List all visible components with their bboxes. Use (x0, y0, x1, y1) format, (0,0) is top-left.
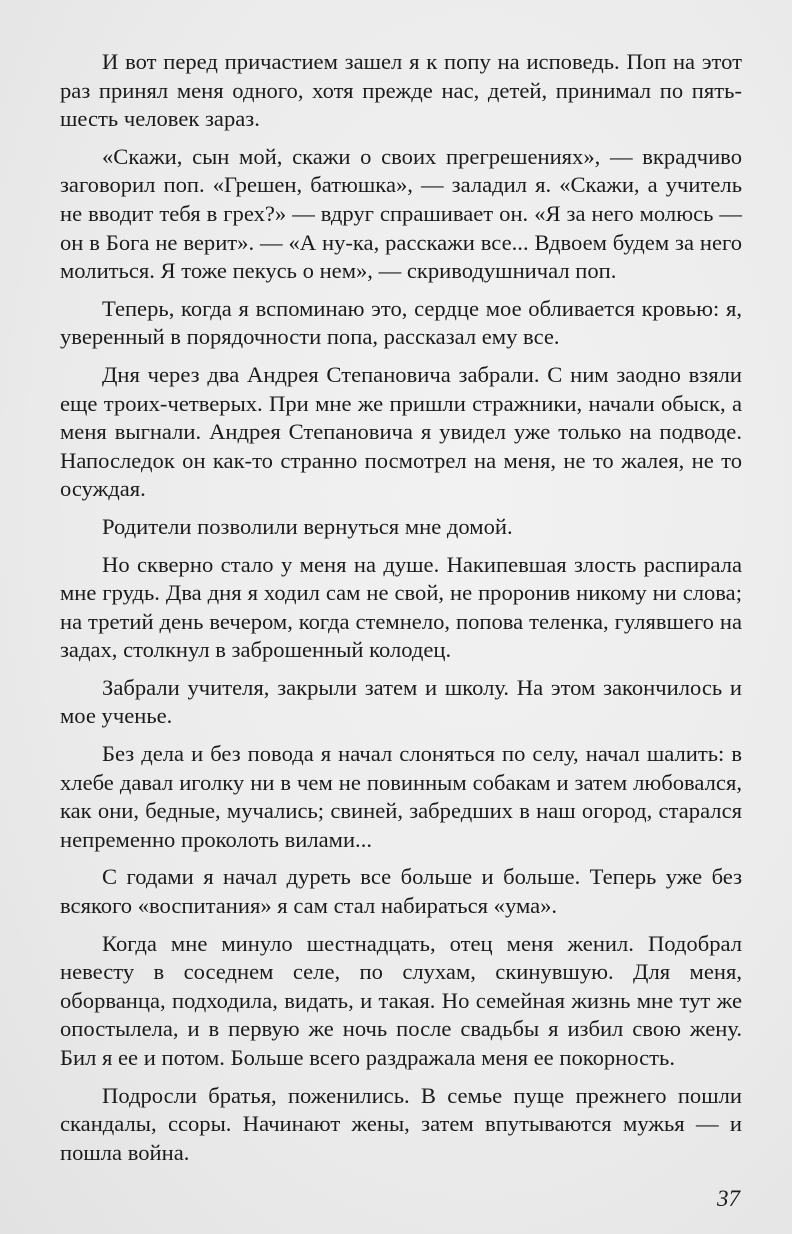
paragraph: Дня через два Андрея Степановича забрали. С ним заодно взяли еще троих-четверых. При мне же пришли стражники, начали обыск, а меня выгнали. Андрея Степановича я увидел уже только на подводе. Напоследок он как-то странно посмотрел на меня, не то жалея, не то осуждая. (60, 361, 742, 502)
page-number: 37 (717, 1186, 740, 1211)
page-text (60, 48, 742, 1176)
paragraph: С годами я начал дуреть все больше и больше. Теперь уже без всякого «воспитания» я сам стал набираться «ума». (60, 864, 742, 919)
paragraph: Родители позволили вернуться мне домой. (102, 513, 513, 539)
paragraph: Когда мне минуло шестнадцать, отец меня женил. Подобрал невесту в соседнем селе, по слухам, скинувшую. Для меня, оборванца, подходила, видать, и такая. Но семейная жизнь мне тут же опостылела, и в первую же ночь после свадьбы я избил свою жену. Бил я ее и потом. Больше всего раздражала меня ее покорность. (60, 930, 742, 1070)
paragraph: Подросли братья, поженились. В семье пуще прежнего пошли скандалы, ссоры. Начинают жены, затем впутываются мужья — и пошла война. (60, 1082, 742, 1165)
paragraph: Теперь, когда я вспоминаю это, сердце мое обливается кровью: я, уверенный в порядочности попа, рассказал ему все. (60, 295, 742, 350)
paragraph: Но скверно стало у меня на душе. Накипевшая злость распирала мне грудь. Два дня я ходил сам не свой, не проронив никому ни слова; на третий день вечером, когда стемнело, попова теленка, гулявшего на задах, столкнул в заброшенный колодец. (60, 551, 742, 663)
paragraph: И вот перед причастием зашел я к попу на исповедь. Поп на этот раз принял меня одного, хотя прежде нас, детей, принимал по пять-шесть человек зараз. (60, 49, 742, 132)
paragraph: «Скажи, сын мой, скажи о своих прегрешениях», — вкрадчиво заговорил поп. «Грешен, батюшка», — заладил я. «Скажи, а учитель не вводит тебя в грех?» — вдруг спрашивает он. «Я за него молюсь — он в Бога не верит». — «А ну-ка, расскажи все... Вдвоем будем за него молиться. Я тоже пекусь о нем», — скриводушничал поп. (60, 143, 742, 284)
paragraph: Забрали учителя, закрыли затем и школу. На этом закончилось и мое ученье. (60, 674, 742, 729)
paragraph: Без дела и без повода я начал слоняться по селу, начал шалить: в хлебе давал иголку ни в чем не повинным собакам и затем любовался, как они, бедные, мучались; свиней, забредших в наш огород, старался непременно проколоть вилами... (60, 741, 742, 852)
